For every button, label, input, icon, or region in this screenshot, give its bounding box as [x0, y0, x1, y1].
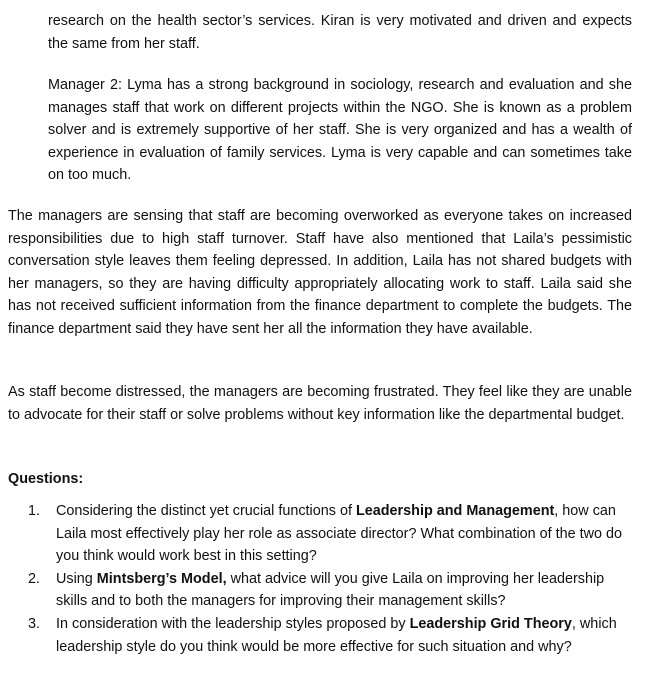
question-item	[28, 500, 632, 568]
question-key-term: Leadership Grid Theory	[409, 615, 572, 632]
question-item	[28, 613, 632, 658]
question-number: 3.	[28, 615, 41, 632]
question-text: Using Mintsberg’s Model, what advice will you give Laila on improving her leadership skills and to both the managers for improving their management skills?	[56, 570, 605, 610]
question-number: 1.	[28, 503, 41, 519]
manager-2-paragraph: Manager 2: Lyma has a strong background in sociology, research and evaluation and she manages staff that work on different projects within the NGO. She is known as a problem solver and is extremely supportive of her staff. She is very organized and has a wealth of experience in evaluation of family services. Lyma is very capable and can sometimes take on too much.	[48, 77, 632, 184]
question-text: In consideration with the leadership styles proposed by Leadership Grid Theory, which leadership style do you think would be more effective for such situation and why?	[56, 615, 617, 655]
question-text: Considering the distinct yet crucial functions of Leadership and Management, how can Laila most effectively play her role as associate director? What combination of the two do you think would work best in this setting?	[56, 503, 623, 565]
questions-list	[28, 500, 632, 658]
question-key-term: Mintsberg’s Model,	[96, 570, 227, 587]
question-number: 2.	[28, 570, 41, 587]
question-key-term: Leadership and Management	[355, 503, 555, 519]
questions-heading: Questions:	[8, 471, 84, 487]
distressed-staff-paragraph: As staff become distressed, the managers are becoming frustrated. They feel like they are unable to advocate for their staff or solve problems without key information like the departmental budget.	[8, 384, 632, 423]
question-item	[28, 568, 632, 613]
intro-paragraph: research on the health sector’s services. Kiran is very motivated and driven and expects the same from her staff.	[48, 13, 632, 52]
overworked-staff-paragraph: The managers are sensing that staff are becoming overworked as everyone takes on increased responsibilities due to high staff turnover. Staff have also mentioned that Laila’s pessimistic conversation style leaves them feeling depressed. In addition, Laila has not shared budgets with her managers, so they are having difficulty appropriately allocating work to staff. Laila said she has not received sufficient information from the finance department to complete the budgets. The finance department said they have sent her all the information they have available.	[8, 208, 632, 337]
